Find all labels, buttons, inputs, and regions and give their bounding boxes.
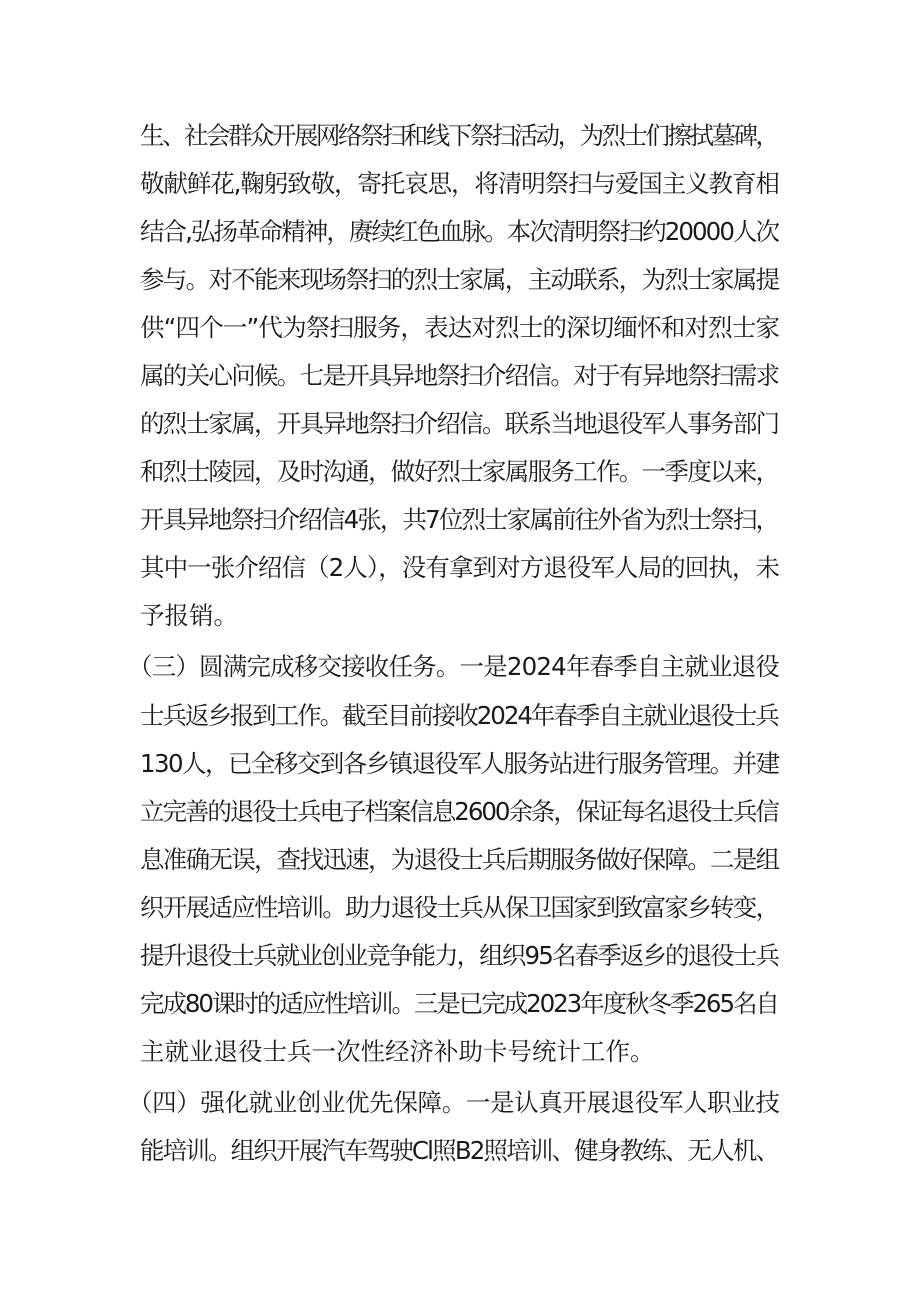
text-line-content: 主就业退役士兵一次性经济补助卡号统计工作。: [140, 1037, 655, 1066]
text-line-content: 敬献鲜花,鞠躬致敬，寄托哀思，将清明祭扫与爱国主义教育相: [140, 169, 779, 198]
text-line: [0, 452, 920, 492]
text-line: [0, 696, 920, 736]
text-line-content: （四）强化就业创业优先保障。一是认真开展退役军人职业技: [128, 1088, 780, 1117]
text-line: [0, 500, 920, 540]
text-line-content: 开具异地祭扫介绍信4张，共7位烈士家属前往外省为烈士祭扫，: [140, 505, 779, 534]
text-line: [0, 792, 920, 832]
text-line: [0, 744, 920, 784]
text-line-content: 完成80课时的适应性培训。三是已完成2023年度秋冬季265名自: [140, 989, 778, 1018]
text-line: [0, 116, 920, 156]
text-line-content: 予报销。: [140, 601, 238, 630]
text-line: [0, 164, 920, 204]
text-line: [0, 548, 920, 588]
text-line: [0, 1032, 920, 1072]
text-line-content: 和烈士陵园，及时沟通，做好烈士家属服务工作。一季度以来，: [140, 457, 779, 486]
text-line-content: 织开展适应性培训。助力退役士兵从保卫国家到致富家乡转变，: [140, 893, 779, 922]
text-line: [0, 596, 920, 636]
text-line-content: 参与。对不能来现场祭扫的烈士家属，主动联系，为烈士家属提: [140, 265, 779, 294]
text-line-content: 其中一张介绍信（2人），没有拿到对方退役军人局的回执，未: [140, 553, 780, 582]
text-line-content: 130人，已全移交到各乡镇退役军人服务站进行服务管理。并建: [140, 749, 779, 778]
text-line: [0, 308, 920, 348]
text-line-content: 结合,弘扬革命精神，赓续红色血脉。本次清明祭扫约20000人次: [140, 217, 779, 246]
text-line: [0, 647, 920, 687]
text-line-content: 属的关心问候。七是开具异地祭扫介绍信。对于有异地祭扫需求: [140, 361, 779, 390]
text-line-content: 供“四个一”代为祭扫服务，表达对烈士的深切缅怀和对烈士家: [140, 313, 780, 342]
text-line: [0, 356, 920, 396]
text-line-content: 息准确无误，查找迅速，为退役士兵后期服务做好保障。二是组: [140, 845, 779, 874]
text-line: [0, 212, 920, 252]
text-line: [0, 1131, 920, 1171]
text-line: [0, 888, 920, 928]
text-line: [0, 984, 920, 1024]
text-line: [0, 1083, 920, 1123]
text-line: [0, 936, 920, 976]
text-line: [0, 404, 920, 444]
text-line: [0, 840, 920, 880]
text-line-content: 提升退役士兵就业创业竞争能力，组织95名春季返乡的退役士兵: [140, 941, 779, 970]
text-line-content: 的烈士家属，开具异地祭扫介绍信。联系当地退役军人事务部门: [140, 409, 779, 438]
text-line-content: 立完善的退役士兵电子档案信息2600余条，保证每名退役士兵信: [140, 797, 778, 826]
text-line-content: 生、社会群众开展网络祭扫和线下祭扫活动，为烈士们擦拭墓碑，: [140, 121, 778, 150]
text-line-content: 能培训。组织开展汽车驾驶Cl照B2照培训、健身教练、无人机、: [140, 1136, 779, 1165]
text-line: [0, 260, 920, 300]
text-line-content: 士兵返乡报到工作。截至目前接收2024年春季自主就业退役士兵: [140, 701, 778, 730]
text-line-content: （三）圆满完成移交接收任务。一是2024年春季自主就业退役: [128, 652, 780, 681]
